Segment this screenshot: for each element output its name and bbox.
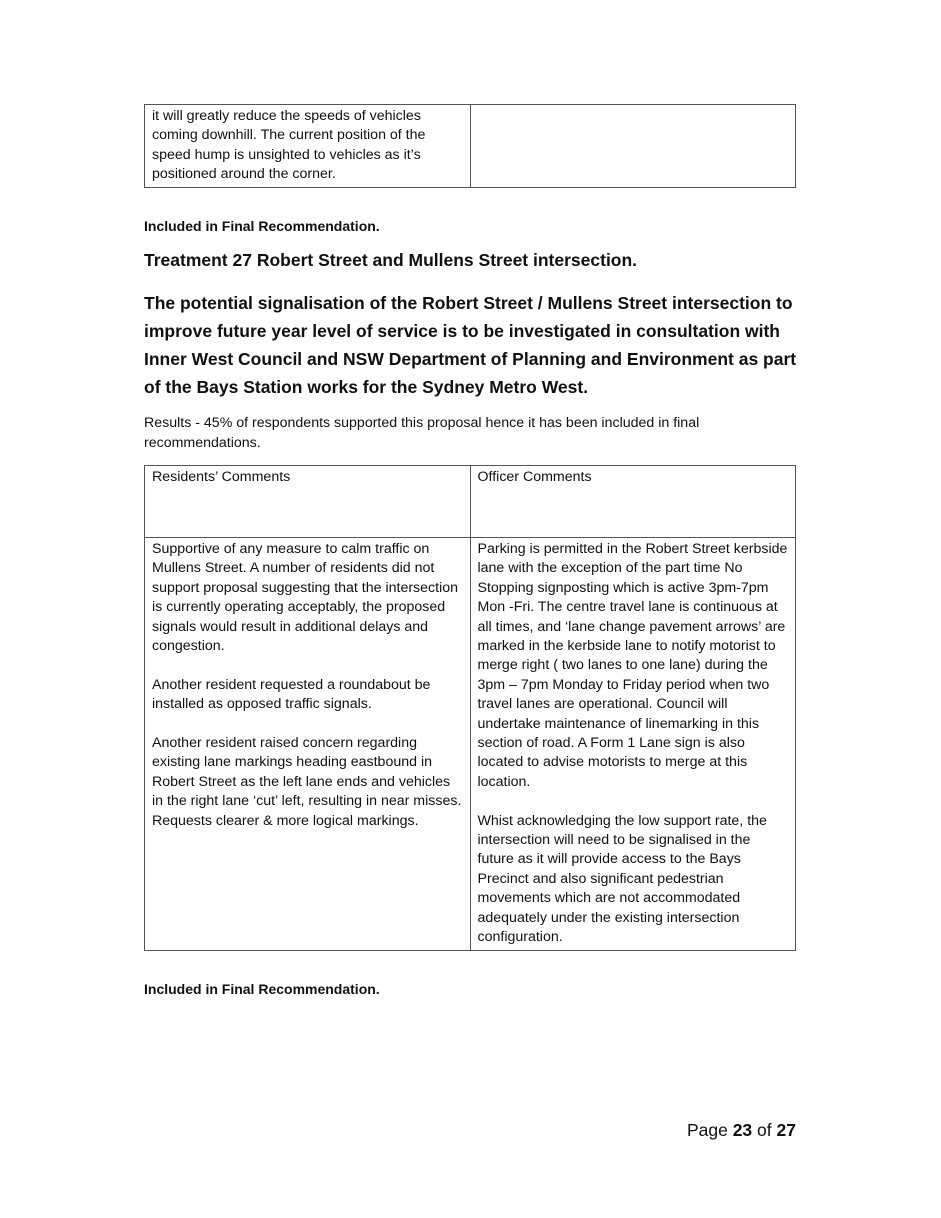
page-number: 23 <box>732 1120 753 1140</box>
residents-comments-header: Residents’ Comments <box>145 466 471 538</box>
total-pages: 27 <box>776 1120 796 1140</box>
officer-paragraph: Parking is permitted in the Robert Street kerbside lane with the exception of the part time No Stopping signposting which is active 3pm-7pm Mon -Fri. The centre travel lane is continuous at all times, and ‘lane change pavement arrows’ are marked in the kerbside lane to notify motorist to merge right ( two lanes to one lane) during the 3pm – 7pm Monday to Friday period when two travel lanes are operational. Council will undertake maintenance of linemarking in this section of road. A Form 1 Lane sign is also located to advise motorists to merge at this location. <box>477 541 788 790</box>
officer-paragraph: Whist acknowledging the low support rate, the intersection will need to be signalised in the future as it will provide access to the Bays Precinct and also significant pedestrian movements which are not accommodated adequately under the existing intersection configuration. <box>477 812 767 946</box>
officer-comment-cell <box>470 105 796 188</box>
treatment-description: The potential signalisation of the Robert Street / Mullens Street intersection to improve future year level of service is to be investigated in consultation with Inner West Council and NSW Department of Planning and Environment as part of the Bays Station works for the Sydney Metro West. <box>144 293 797 397</box>
comments-table <box>144 465 796 951</box>
page-word: Page <box>686 1120 728 1140</box>
table-header-row <box>145 466 796 538</box>
residents-comment-cell: it will greatly reduce the speeds of vehicles coming downhill. The current position of the speed hump is unsighted to vehicles as it’s positioned around the corner. <box>145 105 471 188</box>
residents-paragraph: Supportive of any measure to calm traffic on Mullens Street. A number of residents did not support proposal suggesting that the intersection is currently operating acceptably, the proposed signals would result in additional delays and congestion. <box>152 541 459 655</box>
treatment-title: Treatment 27 Robert Street and Mullens Street intersection. <box>144 250 638 270</box>
officer-comments-cell <box>470 538 796 951</box>
residents-paragraph: Another resident raised concern regarding existing lane markings heading eastbound in Robert Street as the left lane ends and vehicles in the right lane ‘cut’ left, resulting in near misses. Requests clearer & more logical markings. <box>152 735 462 829</box>
officer-comments-header: Officer Comments <box>470 466 796 538</box>
continued-comments-table <box>144 104 796 188</box>
recommendation-note: Included in Final Recommendation. <box>144 218 380 234</box>
table-row <box>145 105 796 188</box>
recommendation-note: Included in Final Recommendation. <box>144 981 380 997</box>
page-footer <box>687 1120 796 1141</box>
residents-comments-cell <box>145 538 471 951</box>
table-row <box>145 538 796 951</box>
results-text: Results - 45% of respondents supported this proposal hence it has been included in final recommendations. <box>144 415 700 451</box>
of-word: of <box>757 1120 772 1140</box>
residents-paragraph: Another resident requested a roundabout be installed as opposed traffic signals. <box>152 676 431 713</box>
